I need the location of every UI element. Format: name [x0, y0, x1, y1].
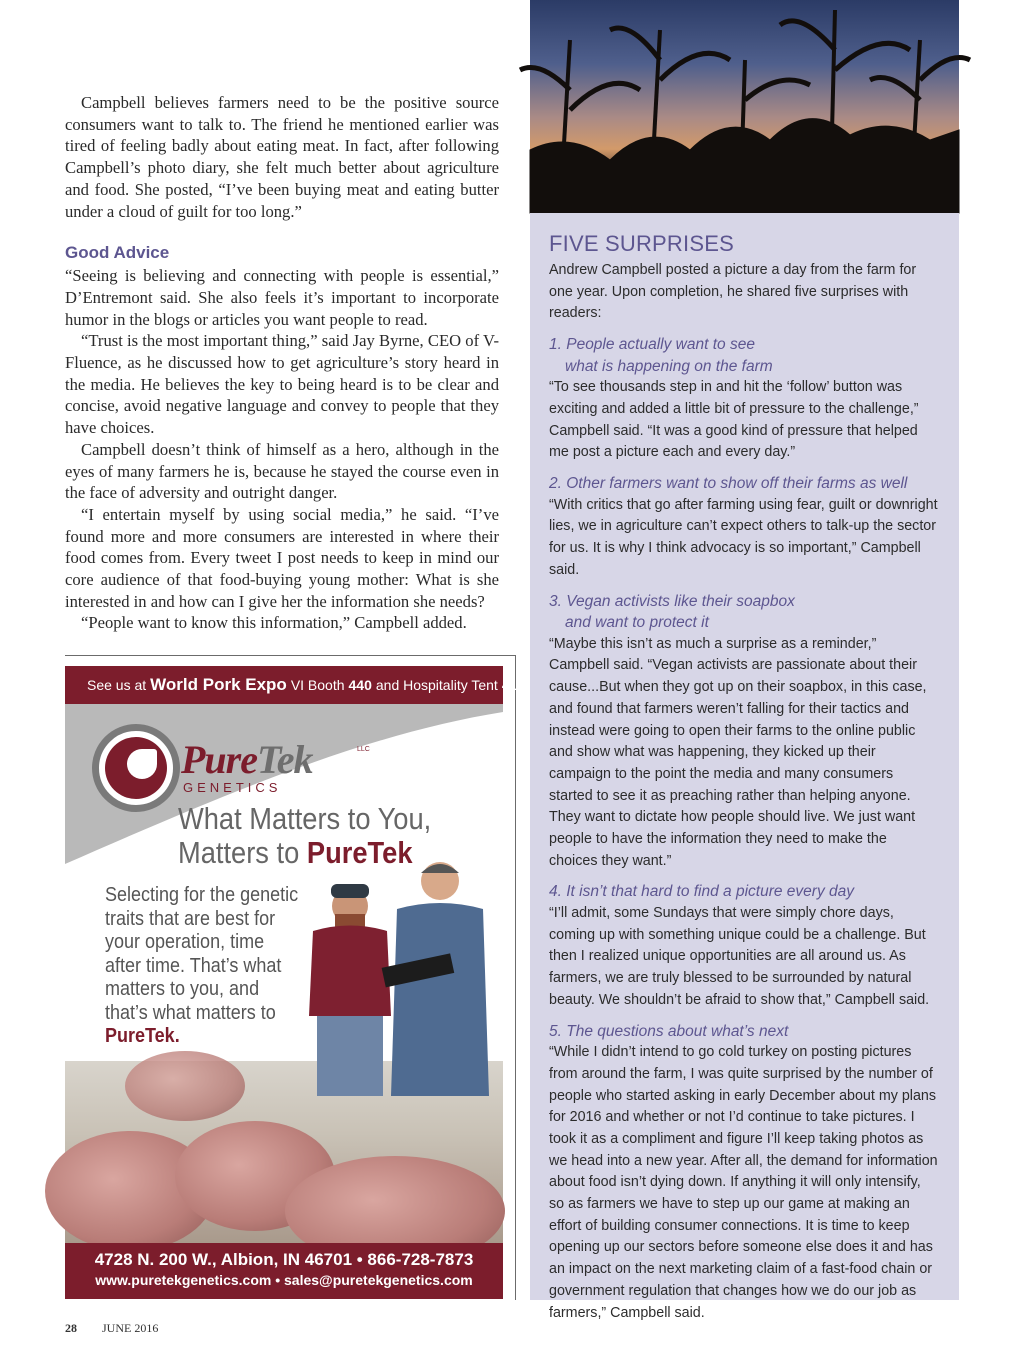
surprise-2-title: 2. Other farmers want to show off their farms as well [549, 475, 908, 493]
ad-brand-llc: LLC [357, 746, 370, 753]
ad-expo-and: and Hospitality Tent [375, 677, 498, 693]
surprise-1-title: 1. People actually want to see what is happening on the farm [549, 336, 773, 375]
sidebar-title: FIVE SURPRISES [549, 231, 734, 256]
ad-expo-banner [65, 666, 526, 704]
ad-brand-logotype [181, 737, 313, 782]
ad-body-end: . [174, 1025, 180, 1047]
ad-body-brand: PureTek [105, 1025, 175, 1047]
ad-contact-banner [65, 1243, 503, 1299]
ad-expo-tent-number: 416 [501, 677, 526, 693]
ad-expo-event: World Pork Expo [150, 675, 287, 694]
cornfield-sunset-photo [530, 0, 959, 213]
ad-photo-farmers-pigs [65, 1061, 503, 1243]
article-column [65, 92, 499, 634]
page-footer [65, 1321, 158, 1336]
article-paragraph: Campbell doesn’t think of himself as a hero, although in the eyes of many farmers he is, because he stayed the course even in the face of adversity and outright danger. [65, 439, 499, 503]
article-paragraph: Campbell believes farmers need to be the positive source consumers want to talk to. The friend he mentioned earlier was tired of feeling badly about eating meat. In fact, after following Campbell’s photo diary, she felt much better about agriculture and food. She posted, “I’ve been buying meat and eating butter under a cloud of guilt for too long.” [65, 93, 499, 221]
ad-body-text: Selecting for the genetic traits that are best for your operation, time after time. That’s what matters to you, and that’s what matters to [105, 884, 299, 1024]
article-paragraph: “Seeing is believing and connecting with people is essential,” D’Entremont said. She also feels it’s important to incorporate humor in the blogs or articles you want people to read. [65, 266, 499, 329]
article-paragraph: “People want to know this information,” Campbell added. [81, 613, 467, 633]
page-number: 28 [65, 1321, 77, 1335]
ad-tagline-line2-prefix: Matters to [178, 835, 300, 870]
puretek-logo-icon [92, 724, 180, 812]
issue-date: JUNE 2016 [102, 1321, 159, 1335]
surprise-5-title: 5. The questions about what’s next [549, 1022, 789, 1040]
ad-tagline-brand: PureTek [306, 835, 413, 870]
ad-brand-tek: Tek [257, 737, 313, 782]
ad-tagline-line1: What Matters to You, [178, 801, 432, 836]
ad-brand-pure: Pure [181, 737, 257, 782]
surprise-2-body: “With critics that go after farming using fear, guilt or downright lies, we in agriculture can’t expect others to talk-up the sector for us. It is why I think advocacy is so important,” Campbell said. [549, 496, 938, 578]
surprise-5-body: “While I didn’t intend to go cold turkey on posting pictures from around the farm, I was quite surprised by the number of people who started asking in early December about my plans for 2016 and whether or not I’d continue to take pictures. I took it as a compliment and figure I’ll keep taking photos as we head into a new year. After all, the demand for information about food isn’t dying down. If anything it will only intensify, so as farmers we have to step up our game at making an effort of building consumer connections. It is time to keep opening up our sectors before someone else does it and has an impact on the next marketing claim of a fast-food chain or government regulation that changes how we do our job as farmers,” Campbell said. [549, 1044, 938, 1321]
ad-expo-booth-label: VI Booth [290, 677, 345, 693]
ad-body-copy [105, 884, 303, 1049]
ad-expo-prefix: See us at [87, 677, 147, 693]
surprise-3-title: 3. Vegan activists like their soapbox and want to protect it [549, 592, 795, 632]
ad-brand-genetics: GENETICS [183, 780, 282, 795]
ad-web-email: www.puretekgenetics.com • sales@puretekgenetics.com [95, 1272, 473, 1288]
puretek-advertisement [65, 666, 526, 1299]
surprise-4-body: “I’ll admit, some Sundays that were simply chore days, coming up with something unique could be a challenge. But then I realized unique opportunities are all around us. As farmers, we are truly blessed to be surrounded by natural beauty. We shouldn’t be afraid to show that,” Campbell said. [549, 905, 930, 1008]
corn-silhouette [530, 0, 959, 213]
ad-expo-booth-number: 440 [348, 677, 372, 693]
surprise-3-body: “Maybe this isn’t as much a surprise as a reminder,” Campbell said. “Vegan activists are passionate about their cause...But when they got up on their soapbox, in this case, and found that farmers weren’t falling for their tactics and instead were going to open their farms to the online public and show what was happening, they kicked up their campaign to the point the media and many consumers started to see it as preaching rather than helping anyone. They want to dictate how people should live. We just want people to have the information they need to make the choices they want.” [549, 635, 927, 869]
article-paragraph: “Trust is the most important thing,” said Jay Byrne, CEO of V-Fluence, as he discussed how to get agriculture’s story heard in the media. He believes the key to being heard is to be clear and concise, avoid negative language and convey to people that they have choices. [65, 331, 499, 438]
article-paragraph: “I entertain myself by using social media,” he said. “I’ve found more and more consumers are interested in where their food comes from. Every tweet I post needs to keep in mind our core audience of that food-buying young mother: What is she interested in and how can I give her the information she needs? [65, 504, 499, 611]
surprise-4-title: 4. It isn’t that hard to find a picture every day [549, 883, 854, 901]
surprise-1-body: “To see thousands step in and hit the ‘follow’ button was exciting and added a little bit of pressure to the challenge,” Campbell said. “It was a good kind of pressure that helped me post a picture each and every day.” [549, 379, 919, 461]
ad-address: 4728 N. 200 W., Albion, IN 46701 • 866-728-7873 [94, 1250, 474, 1269]
sidebar-intro: Andrew Campbell posted a picture a day from the farm for one year. Upon completion, he shared five surprises with readers: [549, 262, 917, 322]
section-heading: Good Advice [65, 243, 170, 263]
ad-photo-farmer-right [385, 851, 495, 1096]
five-surprises-sidebar [530, 213, 959, 1321]
